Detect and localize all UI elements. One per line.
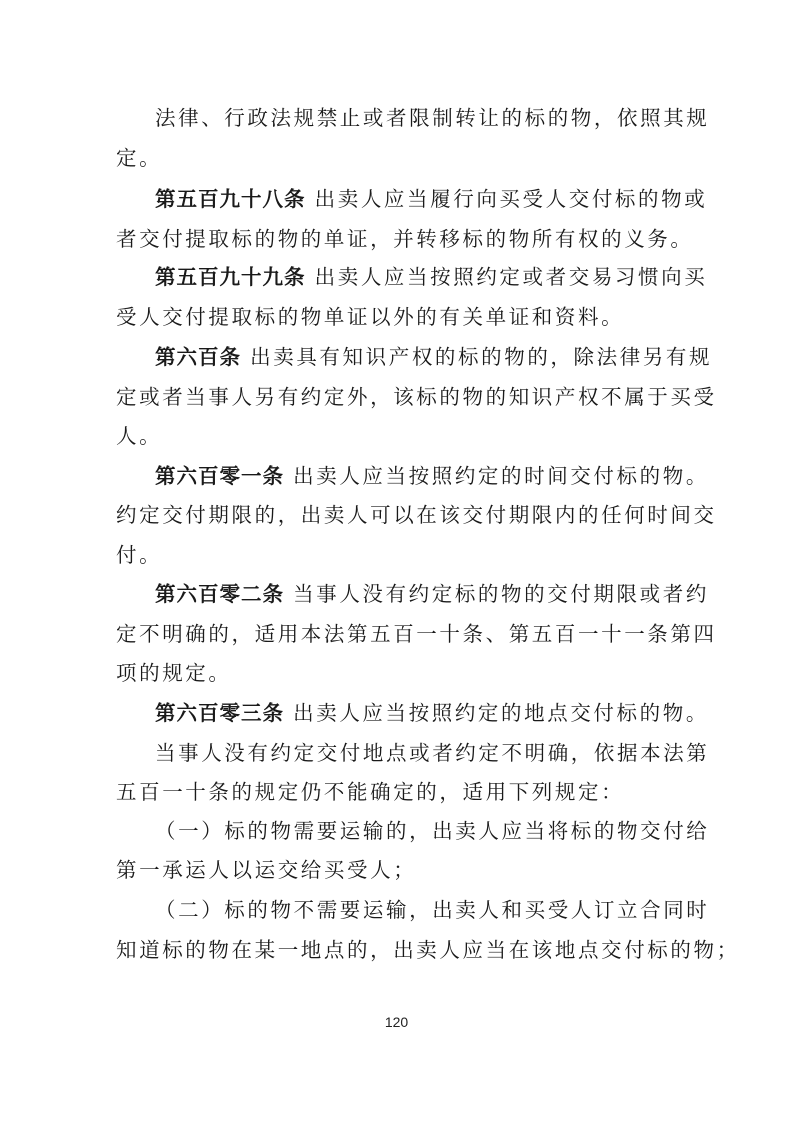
- line-text: （一）标的物需要运输的，出卖人应当将标的物交付给: [155, 819, 710, 843]
- line-text: 人。: [116, 424, 163, 448]
- article-number: 第六百零一条: [155, 464, 284, 488]
- text-line: [155, 103, 710, 133]
- text-line: [116, 619, 717, 649]
- line-text: 出卖人应当按照约定的地点交付标的物。: [293, 701, 709, 725]
- line-text: 五百一十条的规定仍不能确定的，适用下列规定：: [116, 780, 625, 804]
- line-text: 付。: [116, 543, 163, 567]
- text-line: [116, 777, 686, 807]
- article-602-heading-line: [155, 579, 709, 609]
- text-line: [116, 421, 686, 451]
- text-line: [116, 855, 686, 885]
- article-number: 第六百条: [155, 345, 241, 369]
- text-line: [116, 382, 717, 412]
- line-text: 出卖人应当按照约定的时间交付标的物。: [293, 464, 709, 488]
- article-598-heading-line: [155, 184, 708, 214]
- text-line: [116, 302, 686, 332]
- text-line: [116, 143, 686, 173]
- article-number: 第六百零二条: [155, 582, 284, 606]
- article-number: 第五百九十九条: [155, 265, 306, 289]
- page-number: 120: [384, 1014, 409, 1030]
- line-text: 受人交付提取标的物单证以外的有关单证和资料。: [116, 305, 625, 329]
- article-number: 第六百零三条: [155, 701, 284, 725]
- article-599-heading-line: [155, 262, 708, 292]
- text-line: [116, 935, 740, 965]
- text-line: [155, 895, 710, 925]
- article-601-heading-line: [155, 461, 709, 491]
- line-text: 定。: [116, 146, 163, 170]
- text-line: [116, 500, 717, 530]
- line-text: 定或者当事人另有约定外，该标的物的知识产权不属于买受: [116, 385, 717, 409]
- line-text: 知道标的物在某一地点的，出卖人应当在该地点交付标的物；: [116, 938, 740, 962]
- line-text: 法律、行政法规禁止或者限制转让的标的物，依照其规: [155, 106, 710, 130]
- text-line: [116, 224, 694, 254]
- article-number: 第五百九十八条: [155, 187, 306, 211]
- line-text: 约定交付期限的，出卖人可以在该交付期限内的任何时间交: [116, 503, 717, 527]
- line-text: 出卖人应当按照约定或者交易习惯向买: [314, 265, 708, 289]
- line-text: 者交付提取标的物的单证，并转移标的物所有权的义务。: [116, 227, 694, 251]
- text-line: [155, 738, 710, 768]
- article-600-heading-line: [155, 342, 713, 372]
- text-line: [155, 816, 710, 846]
- line-text: 定不明确的，适用本法第五百一十条、第五百一十一条第四: [116, 622, 717, 646]
- text-line: [116, 540, 686, 570]
- line-text: 当事人没有约定交付地点或者约定不明确，依据本法第: [155, 741, 710, 765]
- article-603-heading-line: [155, 698, 709, 728]
- line-text: 第一承运人以运交给买受人；: [116, 858, 417, 882]
- line-text: （二）标的物不需要运输，出卖人和买受人订立合同时: [155, 898, 710, 922]
- line-text: 项的规定。: [116, 661, 232, 685]
- line-text: 出卖人应当履行向买受人交付标的物或: [314, 187, 708, 211]
- line-text: 当事人没有约定标的物的交付期限或者约: [293, 582, 709, 606]
- line-text: 出卖具有知识产权的标的物的，除法律另有规: [250, 345, 713, 369]
- text-line: [116, 658, 686, 688]
